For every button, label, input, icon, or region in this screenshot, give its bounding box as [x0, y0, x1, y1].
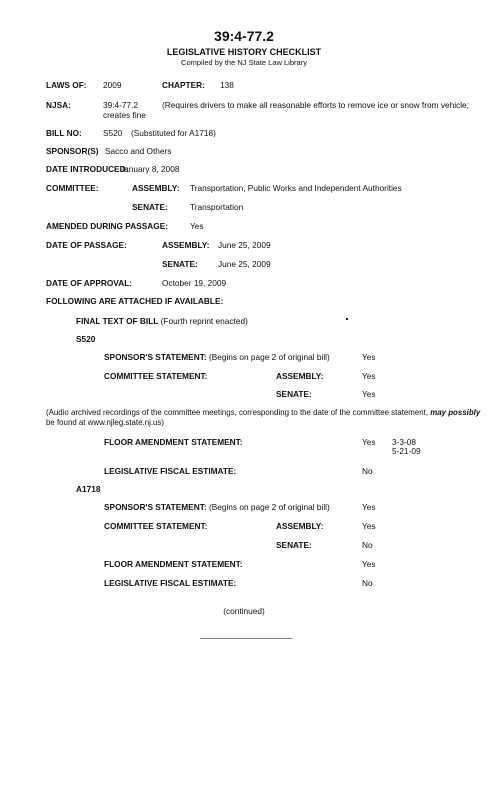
s520-fiscal-label: LEGISLATIVE FISCAL ESTIMATE:	[104, 466, 237, 476]
date-introduced-label: DATE INTRODUCED:	[46, 164, 129, 174]
s520-sponsor-note: (Begins on page 2 of original bill)	[208, 352, 330, 362]
bill-substituted: (Substituted for A1718)	[131, 128, 216, 138]
citation-title: 39:4-77.2	[214, 28, 274, 44]
a1718-sponsor-value: Yes	[362, 502, 376, 512]
njsa-value-line2: creates fine	[103, 110, 146, 120]
a1718-sponsor-note: (Begins on page 2 of original bill)	[208, 502, 330, 512]
a1718-fiscal-label: LEGISLATIVE FISCAL ESTIMATE:	[104, 578, 237, 588]
a1718-fiscal-value: No	[362, 578, 373, 588]
final-text-label: FINAL TEXT OF BILL	[76, 316, 159, 326]
s520-sponsor-label: SPONSOR'S STATEMENT:	[104, 352, 207, 362]
njsa-description: (Requires drivers to make all reasonable efforts to remove ice or snow from vehicle;	[162, 100, 469, 110]
bill-number: S520	[103, 128, 123, 138]
laws-of-year: 2009	[103, 80, 122, 90]
a1718-sponsor-row	[104, 502, 330, 512]
approval-label: DATE OF APPROVAL:	[46, 278, 133, 288]
a1718-senate-value: No	[362, 540, 373, 550]
final-text-note: (Fourth reprint enacted)	[160, 316, 248, 326]
continued-note: (continued)	[223, 606, 265, 616]
s520-sponsor-row	[104, 352, 330, 362]
s520-fiscal-value: No	[362, 466, 373, 476]
checklist-title: LEGISLATIVE HISTORY CHECKLIST	[166, 47, 322, 57]
s520-assembly-value: Yes	[362, 371, 376, 381]
a1718-floor-value: Yes	[362, 559, 376, 569]
njsa-label: NJSA:	[46, 100, 71, 110]
laws-of-label: LAWS OF:	[46, 80, 87, 90]
compiled-by: Compiled by the NJ State Law Library	[181, 58, 307, 67]
audio-note-emphasis: may possibly	[430, 408, 481, 417]
audio-note-line2: be found at www.njleg.state.nj.us)	[46, 418, 164, 427]
chapter-value: 138	[220, 80, 234, 90]
a1718-heading: A1718	[76, 484, 101, 494]
passage-assembly-label: ASSEMBLY:	[162, 240, 210, 250]
s520-committee-label: COMMITTEE STATEMENT:	[104, 371, 208, 381]
a1718-assembly-label: ASSEMBLY:	[276, 521, 324, 531]
s520-floor-value: Yes	[362, 437, 376, 447]
committee-assembly-label: ASSEMBLY:	[132, 183, 180, 193]
s520-assembly-label: ASSEMBLY:	[276, 371, 324, 381]
committee-label: COMMITTEE:	[46, 183, 99, 193]
passage-assembly-date: June 25, 2009	[218, 240, 271, 250]
chapter-label: CHAPTER:	[162, 80, 205, 90]
approval-value: October 19, 2009	[162, 278, 227, 288]
a1718-floor-label: FLOOR AMENDMENT STATEMENT:	[104, 559, 243, 569]
a1718-senate-label: SENATE:	[276, 540, 312, 550]
committee-senate-value: Transportation	[190, 202, 244, 212]
njsa-value: 39:4-77.2	[103, 100, 139, 110]
amended-value: Yes	[190, 221, 204, 231]
committee-senate-label: SENATE:	[132, 202, 168, 212]
scan-divider	[200, 638, 292, 639]
final-text-row	[76, 316, 248, 326]
a1718-committee-label: COMMITTEE STATEMENT:	[104, 521, 208, 531]
passage-senate-date: June 25, 2009	[218, 259, 271, 269]
s520-senate-label: SENATE:	[276, 389, 312, 399]
a1718-assembly-value: Yes	[362, 521, 376, 531]
bill-no-label: BILL NO:	[46, 128, 82, 138]
audio-note	[46, 408, 480, 417]
attached-heading: FOLLOWING ARE ATTACHED IF AVAILABLE:	[46, 296, 224, 306]
amended-label: AMENDED DURING PASSAGE:	[46, 221, 169, 231]
s520-floor-date-2: 5-21-09	[392, 446, 421, 456]
s520-senate-value: Yes	[362, 389, 376, 399]
s520-sponsor-value: Yes	[362, 352, 376, 362]
s520-heading: S520	[76, 334, 96, 344]
s520-floor-date-1: 3-3-08	[392, 437, 416, 447]
a1718-sponsor-label: SPONSOR'S STATEMENT:	[104, 502, 207, 512]
sponsor-value: Sacco and Others	[105, 146, 172, 156]
s520-floor-label: FLOOR AMENDMENT STATEMENT:	[104, 437, 243, 447]
speck-mark	[346, 318, 348, 320]
audio-note-text: (Audio archived recordings of the committee meetings, corresponding to the date of the committee statement,	[46, 408, 431, 417]
committee-assembly-value: Transportation, Public Works and Independent Authorities	[190, 183, 402, 193]
sponsor-label: SPONSOR(S)	[46, 146, 99, 156]
passage-label: DATE OF PASSAGE:	[46, 240, 127, 250]
date-introduced-value: January 8, 2008	[120, 164, 180, 174]
passage-senate-label: SENATE:	[162, 259, 198, 269]
